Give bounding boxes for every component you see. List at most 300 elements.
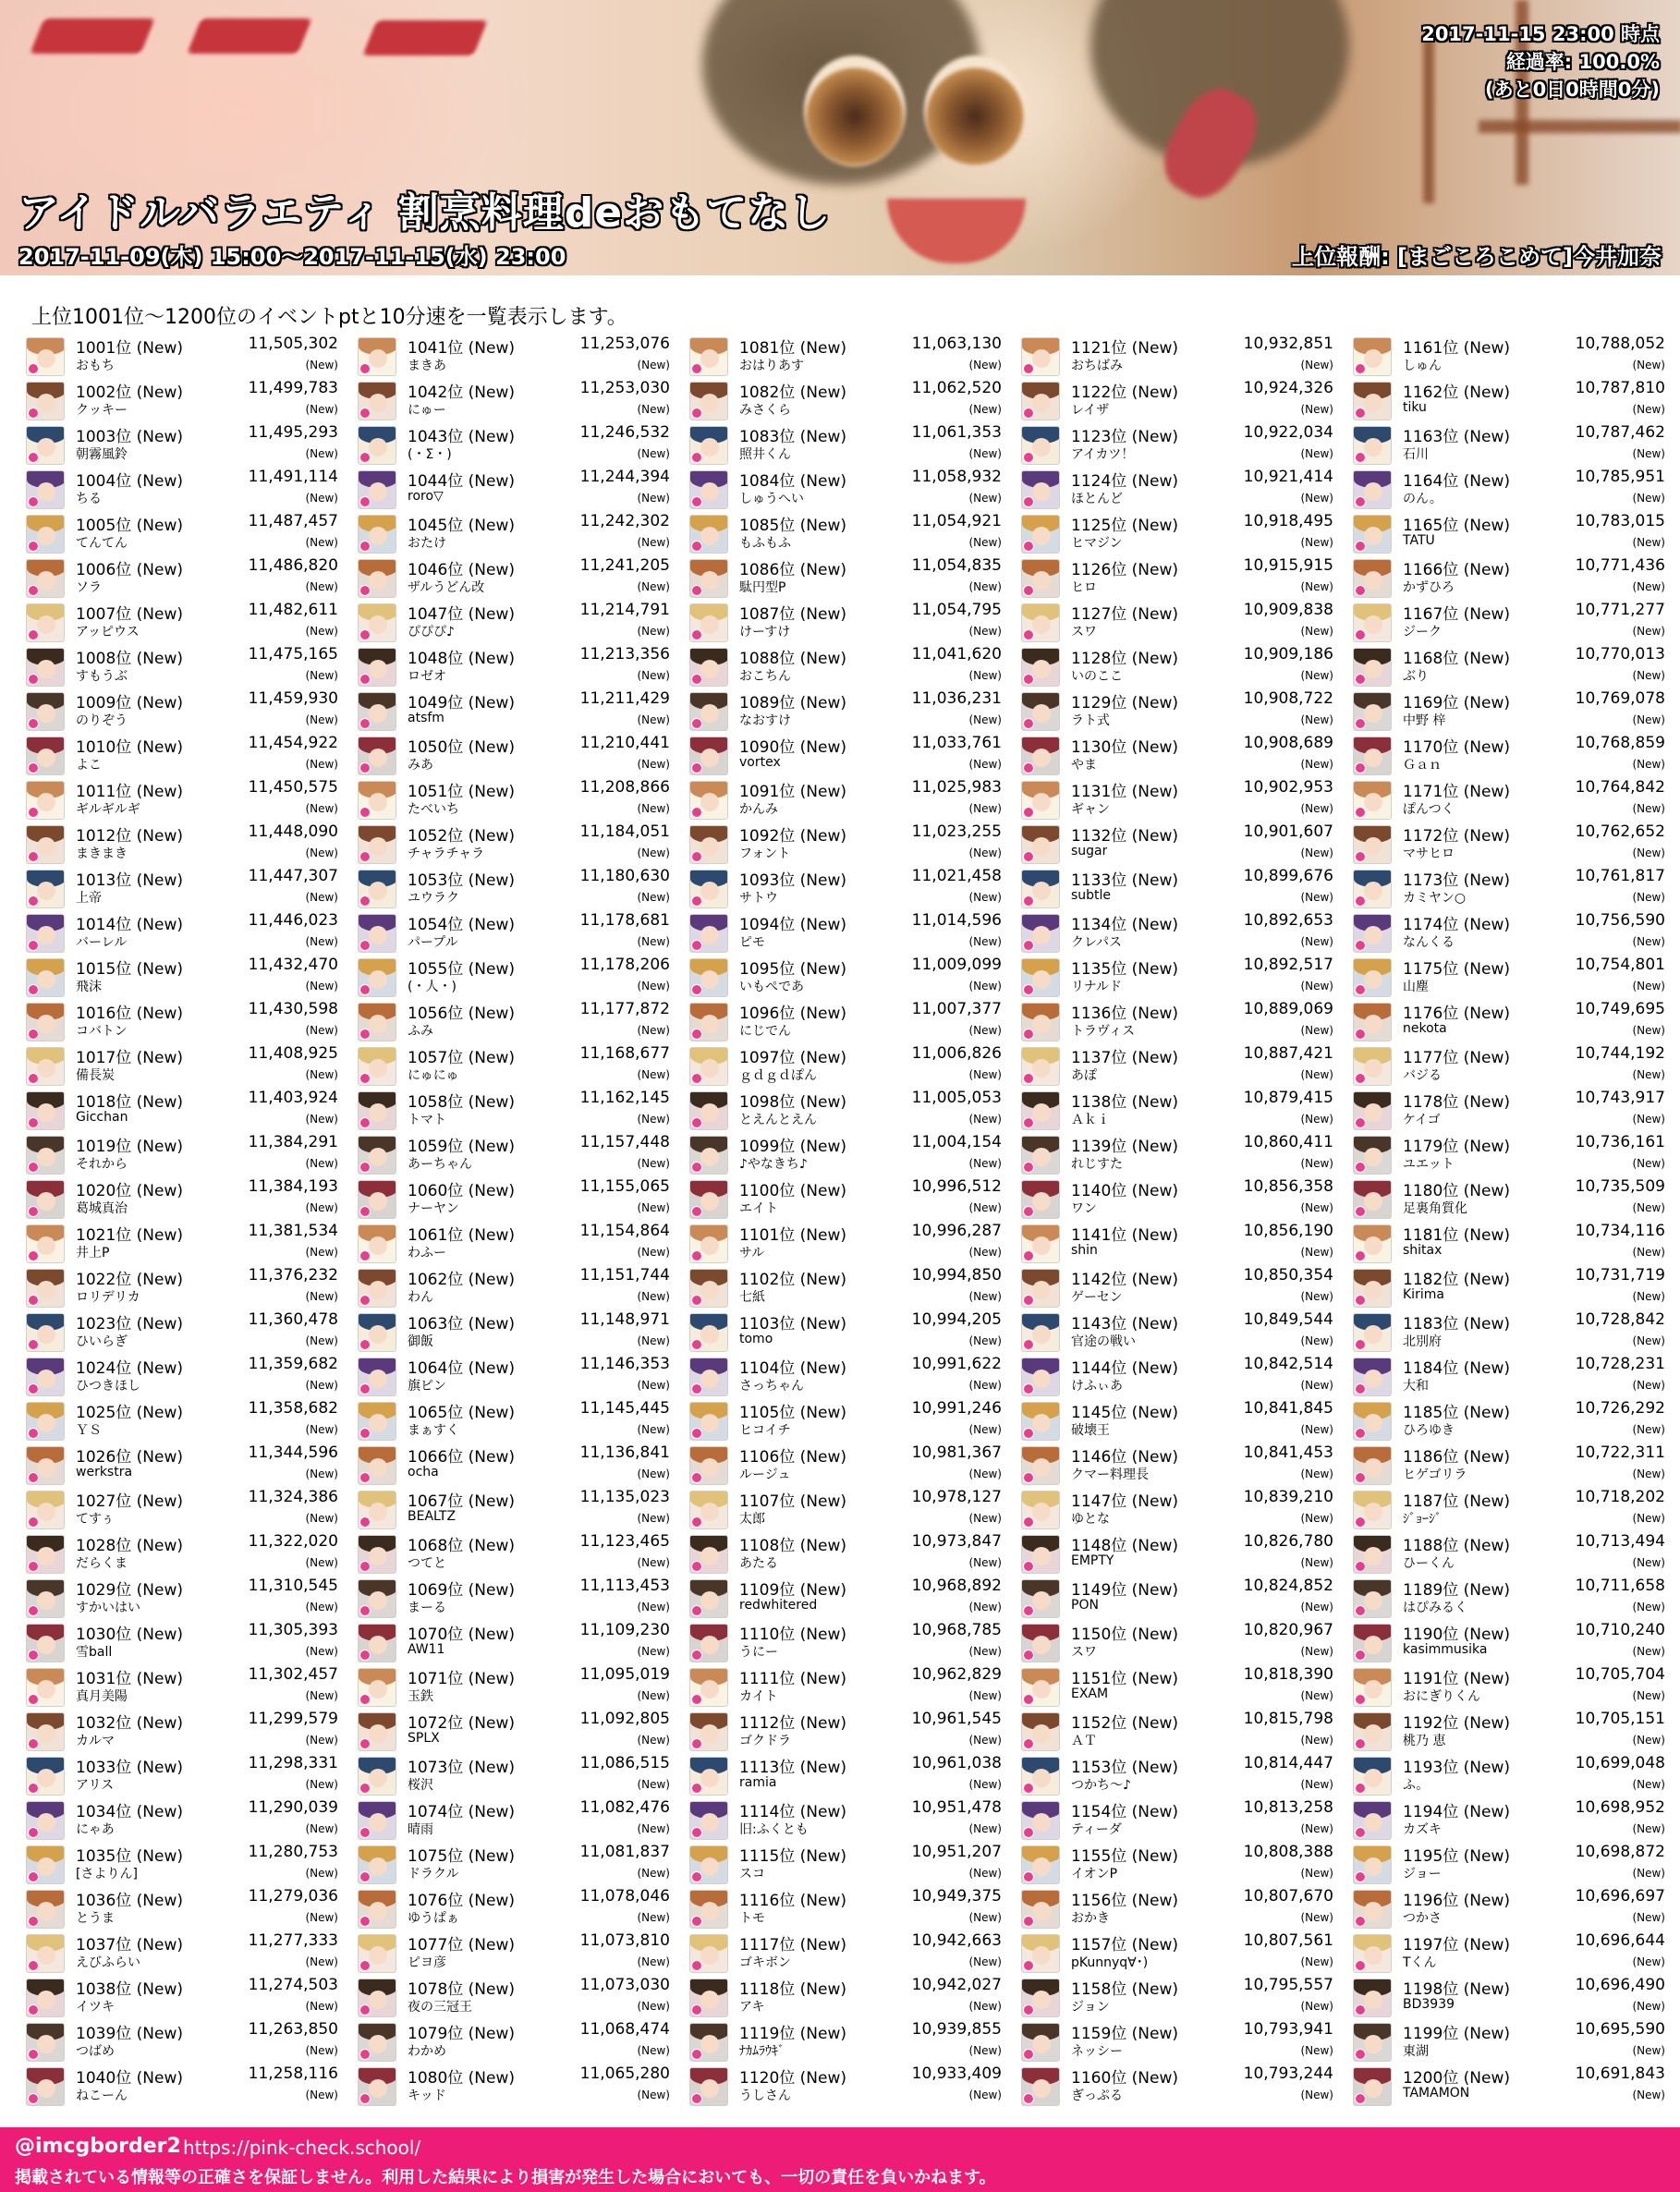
attribute-badge-icon xyxy=(1355,984,1366,995)
producer-avatar xyxy=(1353,1402,1392,1441)
producer-avatar xyxy=(1353,1801,1392,1840)
attribute-badge-icon xyxy=(1355,1605,1366,1616)
ten-minute-speed: (New) xyxy=(637,1068,670,1081)
event-points: 10,968,785 xyxy=(911,1621,1002,1639)
attribute-badge-icon xyxy=(28,1428,39,1439)
producer-avatar xyxy=(358,603,396,642)
rank-label: 1128位 (New) xyxy=(1071,650,1179,668)
ten-minute-speed: (New) xyxy=(1632,1512,1665,1525)
avatar-face xyxy=(1032,1724,1051,1743)
rank-label: 1069位 (New) xyxy=(408,1581,516,1600)
attribute-badge-icon xyxy=(28,363,39,374)
ten-minute-speed: (New) xyxy=(968,1334,1002,1347)
producer-name: すかいはい xyxy=(76,1601,140,1615)
attribute-badge-icon xyxy=(1023,1694,1034,1705)
rank-label: 1082位 (New) xyxy=(739,384,847,402)
producer-avatar xyxy=(1021,1934,1060,1973)
attribute-badge-icon xyxy=(1023,1206,1034,1217)
producer-avatar xyxy=(26,1712,65,1751)
avatar-face xyxy=(1364,1636,1382,1654)
avatar-face xyxy=(37,1148,55,1166)
avatar-face xyxy=(37,1680,55,1699)
ranking-entry xyxy=(1353,1133,1667,1177)
avatar-face xyxy=(37,438,55,457)
producer-avatar xyxy=(358,2067,396,2106)
producer-avatar xyxy=(1353,692,1392,731)
producer-avatar xyxy=(26,914,65,953)
timestamp-block xyxy=(1421,20,1660,104)
ranking-column xyxy=(1021,335,1335,2109)
avatar-face xyxy=(700,394,719,412)
twitter-handle[interactable]: @imcgborder2 xyxy=(15,2135,181,2158)
producer-name: 破壊王 xyxy=(1071,1423,1110,1438)
avatar-face xyxy=(1032,1946,1051,1965)
ten-minute-speed: (New) xyxy=(1300,1423,1333,1436)
rank-label: 1027位 (New) xyxy=(76,1492,184,1511)
avatar-face xyxy=(1364,2079,1382,2098)
rank-label: 1158位 (New) xyxy=(1071,1980,1179,1999)
rank-label: 1173位 (New) xyxy=(1403,871,1511,890)
rank-label: 1165位 (New) xyxy=(1403,517,1511,535)
attribute-badge-icon xyxy=(28,629,39,640)
ranking-entry xyxy=(1353,556,1667,601)
rank-label: 1014位 (New) xyxy=(76,916,184,934)
rank-label: 1053位 (New) xyxy=(408,871,516,890)
rank-label: 1040位 (New) xyxy=(76,2069,184,2088)
event-points: 10,718,202 xyxy=(1575,1488,1665,1506)
event-points: 10,768,859 xyxy=(1575,734,1665,752)
rank-label: 1083位 (New) xyxy=(739,428,847,446)
rank-label: 1193位 (New) xyxy=(1403,1759,1511,1777)
producer-name: [さよりん] xyxy=(76,1867,138,1881)
attribute-badge-icon xyxy=(691,1472,702,1483)
attribute-badge-icon xyxy=(691,1029,702,1040)
ten-minute-speed: (New) xyxy=(1632,1113,1665,1126)
ten-minute-speed: (New) xyxy=(1300,802,1333,815)
producer-name: パープル xyxy=(408,935,458,950)
producer-name: おもち xyxy=(76,359,115,373)
rank-label: 1016位 (New) xyxy=(76,1005,184,1023)
avatar-face xyxy=(1032,837,1051,856)
ten-minute-speed: (New) xyxy=(1300,492,1333,505)
rank-label: 1117位 (New) xyxy=(739,1936,847,1955)
producer-avatar xyxy=(26,1624,65,1662)
producer-avatar xyxy=(1021,1180,1060,1219)
ranking-entry xyxy=(358,1931,672,1976)
producer-name: アキ xyxy=(739,2000,765,2015)
event-points: 10,705,151 xyxy=(1575,1710,1665,1728)
producer-name: いのここ xyxy=(1071,669,1123,684)
event-points: 10,793,244 xyxy=(1243,2064,1333,2083)
rank-label: 1137位 (New) xyxy=(1071,1049,1179,1067)
rank-label: 1157位 (New) xyxy=(1071,1936,1179,1955)
producer-avatar xyxy=(358,1136,396,1175)
producer-name: ♪やなきち♪ xyxy=(739,1157,808,1172)
producer-name: スワ xyxy=(1071,1645,1097,1660)
ten-minute-speed: (New) xyxy=(305,935,338,948)
event-points: 10,918,495 xyxy=(1243,512,1333,530)
attribute-badge-icon xyxy=(1355,1250,1366,1261)
ten-minute-speed: (New) xyxy=(637,492,670,505)
rank-label: 1192位 (New) xyxy=(1403,1714,1511,1733)
ten-minute-speed: (New) xyxy=(968,802,1002,815)
avatar-face xyxy=(1364,349,1382,368)
attribute-badge-icon xyxy=(28,1295,39,1306)
ten-minute-speed: (New) xyxy=(1632,403,1665,416)
attribute-badge-icon xyxy=(359,1827,371,1838)
producer-name: にじでん xyxy=(739,1024,791,1039)
rank-label: 1125位 (New) xyxy=(1071,517,1179,535)
producer-avatar xyxy=(1021,870,1060,908)
event-points: 10,961,545 xyxy=(911,1710,1002,1728)
event-points: 10,994,205 xyxy=(911,1310,1002,1329)
ranking-entry xyxy=(26,1177,340,1222)
rank-label: 1145位 (New) xyxy=(1071,1404,1179,1422)
producer-avatar xyxy=(1021,2067,1060,2106)
producer-avatar xyxy=(26,1003,65,1041)
event-points: 10,939,855 xyxy=(911,2020,1002,2039)
ranking-entry xyxy=(1353,1843,1667,1887)
avatar-face xyxy=(1032,1325,1051,1344)
producer-name: まーる xyxy=(408,1601,446,1615)
ranking-entry xyxy=(689,1621,1004,1665)
ranking-entry xyxy=(689,1355,1004,1399)
event-points: 11,068,474 xyxy=(579,2020,670,2039)
rank-label: 1020位 (New) xyxy=(76,1182,184,1200)
avatar-face xyxy=(1032,1236,1051,1255)
attribute-badge-icon xyxy=(1023,585,1034,596)
rank-label: 1054位 (New) xyxy=(408,916,516,934)
attribute-badge-icon xyxy=(28,2093,39,2104)
attribute-badge-icon xyxy=(359,984,371,995)
ranking-column xyxy=(1353,335,1667,2109)
ranking-entry xyxy=(1021,423,1335,468)
producer-name: ヒロ xyxy=(1071,580,1097,595)
producer-avatar xyxy=(26,692,65,731)
ranking-entry xyxy=(1021,1222,1335,1266)
ten-minute-speed: (New) xyxy=(305,1024,338,1037)
avatar-face xyxy=(1364,793,1382,811)
rank-label: 1070位 (New) xyxy=(408,1626,516,1644)
ranking-entry xyxy=(358,468,672,512)
event-points: 11,073,810 xyxy=(579,1931,670,1950)
ranking-entry xyxy=(689,1044,1004,1089)
rank-label: 1089位 (New) xyxy=(739,694,847,712)
avatar-face xyxy=(700,1325,719,1344)
producer-avatar xyxy=(1021,1801,1060,1840)
attribute-badge-icon xyxy=(1023,851,1034,862)
producer-name: atsfm xyxy=(408,711,444,725)
ten-minute-speed: (New) xyxy=(1632,802,1665,815)
avatar-face xyxy=(369,660,387,678)
event-points: 10,824,852 xyxy=(1243,1577,1333,1595)
producer-name: ひつきほし xyxy=(76,1379,140,1394)
ranking-entry xyxy=(689,822,1004,867)
rank-label: 1024位 (New) xyxy=(76,1359,184,1378)
event-points: 10,807,670 xyxy=(1243,1887,1333,1906)
avatar-face xyxy=(369,970,387,989)
attribute-badge-icon xyxy=(1355,541,1366,552)
producer-avatar xyxy=(358,781,396,820)
ten-minute-speed: (New) xyxy=(1632,1822,1665,1835)
rank-label: 1172位 (New) xyxy=(1403,827,1511,846)
producer-name: 中野 梓 xyxy=(1403,713,1446,728)
avatar-face xyxy=(369,1458,387,1477)
event-points: 11,157,448 xyxy=(579,1133,670,1151)
event-points: 11,277,333 xyxy=(248,1931,338,1950)
ranking-entry xyxy=(689,1089,1004,1133)
producer-avatar xyxy=(358,1269,396,1308)
producer-name: トラヴィス xyxy=(1071,1024,1136,1039)
producer-avatar xyxy=(1021,737,1060,775)
producer-avatar xyxy=(1353,1979,1392,2017)
ten-minute-speed: (New) xyxy=(1300,1467,1333,1480)
ranking-entry xyxy=(26,734,340,778)
avatar-face xyxy=(700,926,719,944)
rank-label: 1009位 (New) xyxy=(76,694,184,712)
ten-minute-speed: (New) xyxy=(305,713,338,726)
event-points: 10,787,810 xyxy=(1575,379,1665,397)
rank-label: 1067位 (New) xyxy=(408,1492,516,1511)
producer-name: (・人・) xyxy=(408,980,457,994)
avatar-face xyxy=(1364,926,1382,944)
attribute-badge-icon xyxy=(1023,2004,1034,2015)
producer-avatar xyxy=(689,648,728,687)
avatar-face xyxy=(369,1370,387,1388)
ranking-entry xyxy=(26,1754,340,1798)
ranking-entry xyxy=(26,468,340,512)
rank-label: 1189位 (New) xyxy=(1403,1581,1511,1600)
ten-minute-speed: (New) xyxy=(968,1290,1002,1303)
rank-label: 1112位 (New) xyxy=(739,1714,847,1733)
ranking-entry xyxy=(1021,1089,1335,1133)
site-link[interactable]: https://pink-check.school/ xyxy=(183,2137,421,2159)
ten-minute-speed: (New) xyxy=(305,2088,338,2101)
producer-avatar xyxy=(1353,1136,1392,1175)
avatar-face xyxy=(1364,1458,1382,1477)
avatar-face xyxy=(369,882,387,900)
ten-minute-speed: (New) xyxy=(1632,1467,1665,1480)
producer-name: だらくま xyxy=(76,1556,128,1571)
producer-name: pKunnyq∀･) xyxy=(1071,1955,1149,1970)
event-points: 10,770,013 xyxy=(1575,645,1665,664)
event-points: 10,808,388 xyxy=(1243,1843,1333,1861)
rank-label: 1100位 (New) xyxy=(739,1182,847,1200)
ranking-entry xyxy=(1353,1488,1667,1532)
ranking-entry xyxy=(689,867,1004,911)
ten-minute-speed: (New) xyxy=(637,1556,670,1569)
ten-minute-speed: (New) xyxy=(305,1423,338,1436)
rank-label: 1115位 (New) xyxy=(739,1847,847,1866)
producer-name: EXAM xyxy=(1071,1687,1109,1701)
producer-name: 御飯 xyxy=(408,1334,433,1349)
producer-avatar xyxy=(358,692,396,731)
producer-name: sugar xyxy=(1071,844,1108,859)
ranking-entry xyxy=(358,911,672,956)
ranking-entry xyxy=(689,1754,1004,1798)
attribute-badge-icon xyxy=(1023,1073,1034,1084)
producer-name: にゅー xyxy=(408,403,446,418)
attribute-badge-icon xyxy=(359,1029,371,1040)
producer-name: イオンP xyxy=(1071,1867,1118,1881)
attribute-badge-icon xyxy=(691,1206,702,1217)
event-points: 10,841,845 xyxy=(1243,1399,1333,1418)
event-points: 10,762,652 xyxy=(1575,822,1665,841)
producer-name: みさくら xyxy=(739,403,791,418)
ten-minute-speed: (New) xyxy=(637,758,670,771)
ranking-entry xyxy=(358,645,672,689)
producer-avatar xyxy=(358,1313,396,1352)
event-points: 10,996,512 xyxy=(911,1177,1002,1196)
producer-avatar xyxy=(358,1668,396,1707)
attribute-badge-icon xyxy=(28,1117,39,1128)
ten-minute-speed: (New) xyxy=(1300,935,1333,948)
ranking-entry xyxy=(358,2064,672,2109)
rank-label: 1066位 (New) xyxy=(408,1448,516,1467)
ten-minute-speed: (New) xyxy=(1632,1246,1665,1259)
attribute-badge-icon xyxy=(1023,1960,1034,1971)
ranking-entry xyxy=(358,1266,672,1310)
rank-label: 1102位 (New) xyxy=(739,1271,847,1289)
event-points: 10,814,447 xyxy=(1243,1754,1333,1772)
ten-minute-speed: (New) xyxy=(637,1157,670,1170)
ten-minute-speed: (New) xyxy=(1300,1246,1333,1259)
attribute-badge-icon xyxy=(359,895,371,907)
attribute-badge-icon xyxy=(359,1516,371,1528)
ranking-entry xyxy=(1353,1887,1667,1931)
ten-minute-speed: (New) xyxy=(637,2044,670,2057)
event-points: 11,154,864 xyxy=(579,1222,670,1240)
rank-label: 1023位 (New) xyxy=(76,1315,184,1333)
attribute-badge-icon xyxy=(359,1250,371,1261)
banner-art xyxy=(887,199,1026,263)
producer-avatar xyxy=(689,1979,728,2017)
attribute-badge-icon xyxy=(1355,1871,1366,1882)
producer-name: ティーダ xyxy=(1071,1822,1122,1837)
ranking-entry xyxy=(1353,1222,1667,1266)
ten-minute-speed: (New) xyxy=(637,846,670,859)
producer-name: わかめ xyxy=(408,2044,446,2059)
attribute-badge-icon xyxy=(1355,1516,1366,1528)
ten-minute-speed: (New) xyxy=(968,1068,1002,1081)
event-points: 11,290,039 xyxy=(248,1798,338,1817)
rank-label: 1002位 (New) xyxy=(76,384,184,402)
avatar-face xyxy=(700,615,719,634)
rank-label: 1068位 (New) xyxy=(408,1537,516,1555)
rank-label: 1073位 (New) xyxy=(408,1759,516,1777)
avatar-face xyxy=(700,1591,719,1610)
producer-avatar xyxy=(358,648,396,687)
ranking-entry xyxy=(358,1355,672,1399)
avatar-face xyxy=(369,1857,387,1876)
producer-avatar xyxy=(358,1358,396,1396)
producer-avatar xyxy=(26,870,65,908)
producer-avatar xyxy=(1353,1535,1392,1574)
ranking-entry xyxy=(358,1843,672,1887)
ranking-entry xyxy=(358,1222,672,1266)
avatar-face xyxy=(369,438,387,457)
producer-avatar xyxy=(1353,1358,1392,1396)
producer-avatar xyxy=(689,1269,728,1308)
event-points: 10,731,719 xyxy=(1575,1266,1665,1285)
attribute-badge-icon xyxy=(1355,807,1366,818)
rank-label: 1098位 (New) xyxy=(739,1093,847,1112)
avatar-face xyxy=(37,837,55,856)
rank-label: 1105位 (New) xyxy=(739,1404,847,1422)
ten-minute-speed: (New) xyxy=(1632,1423,1665,1436)
attribute-badge-icon xyxy=(1023,541,1034,552)
ten-minute-speed: (New) xyxy=(968,1778,1002,1791)
ten-minute-speed: (New) xyxy=(968,669,1002,682)
rank-label: 1017位 (New) xyxy=(76,1049,184,1067)
ten-minute-speed: (New) xyxy=(968,2000,1002,2013)
rank-label: 1163位 (New) xyxy=(1403,428,1511,446)
producer-name: おはりあす xyxy=(739,359,804,373)
producer-name: ふみ xyxy=(408,1024,433,1039)
event-points: 10,924,326 xyxy=(1243,379,1333,397)
producer-name: ocha xyxy=(408,1465,439,1480)
ten-minute-speed: (New) xyxy=(637,1911,670,1924)
attribute-badge-icon xyxy=(359,1383,371,1394)
ten-minute-speed: (New) xyxy=(305,580,338,593)
producer-avatar xyxy=(26,1979,65,2017)
ranking-entry xyxy=(26,1976,340,2020)
event-points: 11,062,520 xyxy=(911,379,1002,397)
event-points: 11,491,114 xyxy=(248,468,338,486)
rank-label: 1028位 (New) xyxy=(76,1537,184,1555)
event-points: 11,004,154 xyxy=(911,1133,1002,1151)
ranking-entry xyxy=(1353,1798,1667,1843)
rank-label: 1051位 (New) xyxy=(408,783,516,801)
producer-avatar xyxy=(1353,1269,1392,1308)
event-points: 10,978,127 xyxy=(911,1488,1002,1506)
producer-avatar xyxy=(358,426,396,465)
producer-name: ワン xyxy=(1071,1201,1097,1216)
producer-name: まきまき xyxy=(76,846,128,861)
event-points: 10,991,246 xyxy=(911,1399,1002,1418)
producer-name: カミヤン○ xyxy=(1403,891,1467,906)
producer-name: ジョン xyxy=(1071,2000,1110,2015)
event-points: 10,892,517 xyxy=(1243,956,1333,974)
avatar-face xyxy=(369,1813,387,1832)
ten-minute-speed: (New) xyxy=(1632,935,1665,948)
event-points: 11,211,429 xyxy=(579,689,670,708)
event-points: 10,728,231 xyxy=(1575,1355,1665,1373)
event-points: 11,005,053 xyxy=(911,1089,1002,1107)
ranking-entry xyxy=(358,1443,672,1488)
producer-avatar xyxy=(689,1668,728,1707)
ten-minute-speed: (New) xyxy=(637,891,670,904)
ranking-entry xyxy=(1021,1976,1335,2020)
producer-avatar xyxy=(26,1047,65,1086)
producer-avatar xyxy=(689,1047,728,1086)
avatar-face xyxy=(700,1148,719,1166)
event-points: 10,841,453 xyxy=(1243,1443,1333,1462)
attribute-badge-icon xyxy=(1023,1738,1034,1749)
producer-name: レイザ xyxy=(1071,403,1110,418)
ten-minute-speed: (New) xyxy=(305,758,338,771)
rank-label: 1133位 (New) xyxy=(1071,871,1179,890)
attribute-badge-icon xyxy=(28,1871,39,1882)
event-points: 10,696,490 xyxy=(1575,1976,1665,1994)
ten-minute-speed: (New) xyxy=(1300,1601,1333,1614)
producer-avatar xyxy=(1021,1003,1060,1041)
attribute-badge-icon xyxy=(1355,452,1366,463)
producer-name: ねこーん xyxy=(76,2088,128,2103)
event-points: 11,384,291 xyxy=(248,1133,338,1151)
rank-label: 1106位 (New) xyxy=(739,1448,847,1467)
rank-label: 1057位 (New) xyxy=(408,1049,516,1067)
